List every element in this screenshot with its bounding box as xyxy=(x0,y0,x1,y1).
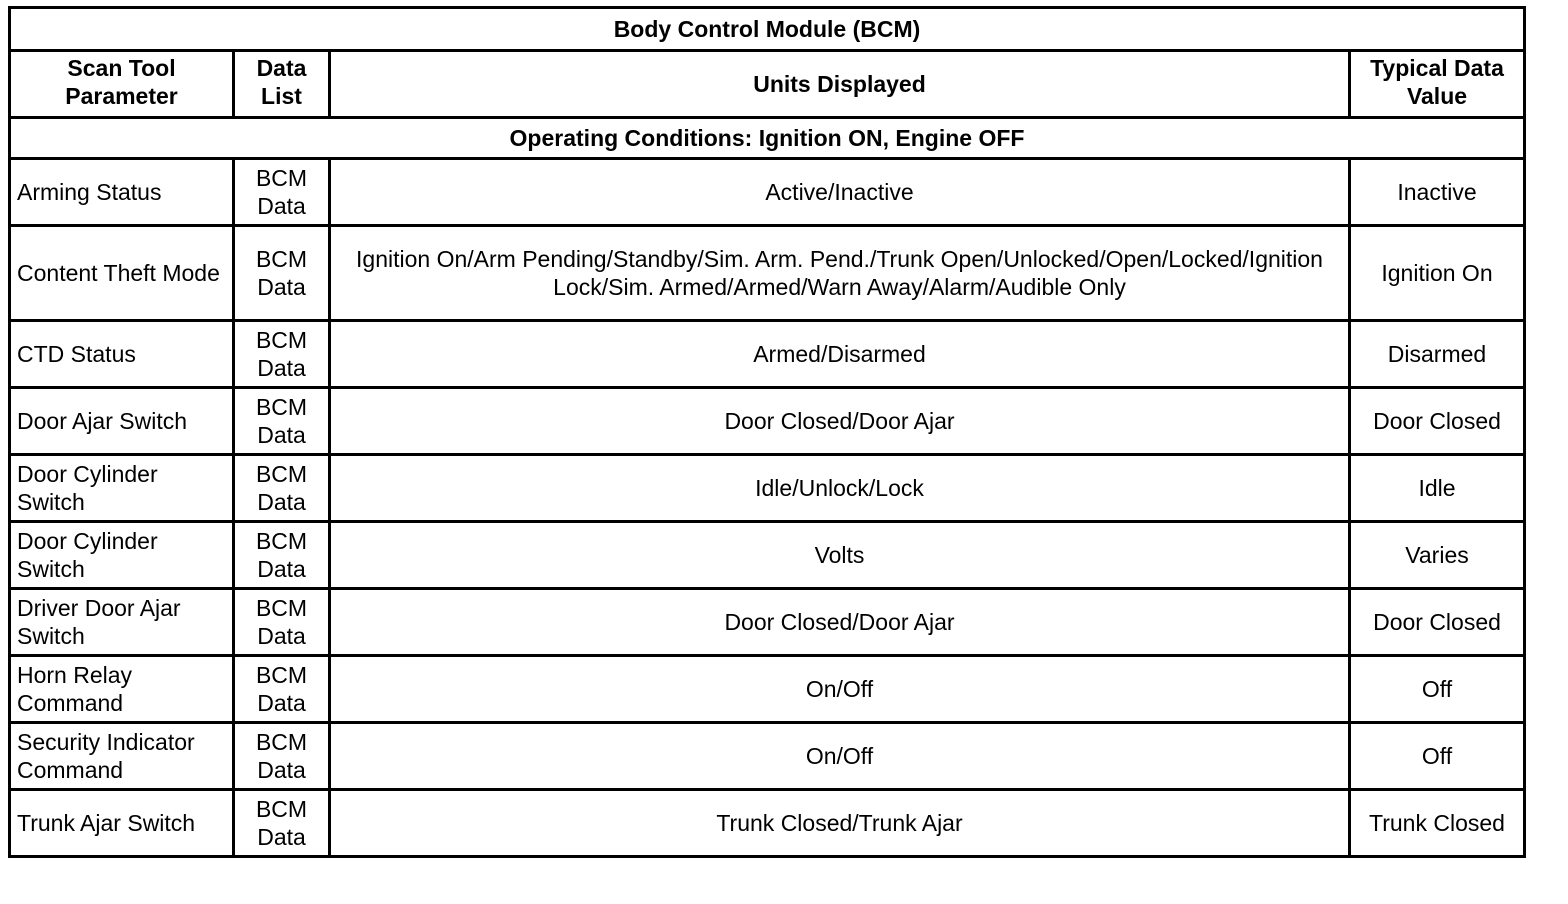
row-parameter: Trunk Ajar Switch xyxy=(10,790,234,857)
table-title-row xyxy=(10,8,1525,51)
row-parameter: Horn Relay Command xyxy=(10,656,234,723)
table-row xyxy=(10,790,1525,857)
table-row xyxy=(10,522,1525,589)
row-typical-value: Door Closed xyxy=(1350,388,1525,455)
row-data-list: BCM Data xyxy=(234,790,330,857)
table-row xyxy=(10,723,1525,790)
row-units: Armed/Disarmed xyxy=(330,321,1350,388)
table-title: Body Control Module (BCM) xyxy=(10,8,1525,51)
row-data-list: BCM Data xyxy=(234,159,330,226)
row-typical-value: Off xyxy=(1350,656,1525,723)
row-typical-value: Disarmed xyxy=(1350,321,1525,388)
table-row xyxy=(10,321,1525,388)
row-typical-value: Inactive xyxy=(1350,159,1525,226)
row-typical-value: Ignition On xyxy=(1350,226,1525,321)
row-parameter: Arming Status xyxy=(10,159,234,226)
row-typical-value: Door Closed xyxy=(1350,589,1525,656)
row-parameter: Content Theft Mode xyxy=(10,226,234,321)
header-data-list: Data List xyxy=(234,51,330,118)
row-data-list: BCM Data xyxy=(234,656,330,723)
row-parameter: Door Cylinder Switch xyxy=(10,522,234,589)
row-parameter: CTD Status xyxy=(10,321,234,388)
row-units: Door Closed/Door Ajar xyxy=(330,388,1350,455)
row-units: On/Off xyxy=(330,656,1350,723)
operating-conditions-row xyxy=(10,118,1525,159)
row-parameter: Door Cylinder Switch xyxy=(10,455,234,522)
row-units: Trunk Closed/Trunk Ajar xyxy=(330,790,1350,857)
table-row xyxy=(10,656,1525,723)
operating-conditions: Operating Conditions: Ignition ON, Engine OFF xyxy=(10,118,1525,159)
row-parameter: Door Ajar Switch xyxy=(10,388,234,455)
row-units: Volts xyxy=(330,522,1350,589)
row-units: On/Off xyxy=(330,723,1350,790)
row-typical-value: Trunk Closed xyxy=(1350,790,1525,857)
header-units-displayed: Units Displayed xyxy=(330,51,1350,118)
row-typical-value: Idle xyxy=(1350,455,1525,522)
row-data-list: BCM Data xyxy=(234,723,330,790)
row-data-list: BCM Data xyxy=(234,589,330,656)
table-row xyxy=(10,589,1525,656)
table-row xyxy=(10,159,1525,226)
row-data-list: BCM Data xyxy=(234,522,330,589)
row-data-list: BCM Data xyxy=(234,321,330,388)
table-row xyxy=(10,226,1525,321)
row-typical-value: Off xyxy=(1350,723,1525,790)
row-units: Ignition On/Arm Pending/Standby/Sim. Arm. Pend./Trunk Open/Unlocked/Open/Locked/Ignition Lock/Sim. Armed/Armed/Warn Away/Alarm/Audible Only xyxy=(330,226,1350,321)
table-row xyxy=(10,455,1525,522)
row-units: Active/Inactive xyxy=(330,159,1350,226)
header-row xyxy=(10,51,1525,118)
row-typical-value: Varies xyxy=(1350,522,1525,589)
header-typical-data-value: Typical Data Value xyxy=(1350,51,1525,118)
row-parameter: Security Indicator Command xyxy=(10,723,234,790)
row-units: Idle/Unlock/Lock xyxy=(330,455,1350,522)
row-data-list: BCM Data xyxy=(234,455,330,522)
row-parameter: Driver Door Ajar Switch xyxy=(10,589,234,656)
header-scan-tool-parameter: Scan Tool Parameter xyxy=(10,51,234,118)
table-row xyxy=(10,388,1525,455)
row-data-list: BCM Data xyxy=(234,226,330,321)
row-data-list: BCM Data xyxy=(234,388,330,455)
row-units: Door Closed/Door Ajar xyxy=(330,589,1350,656)
bcm-data-table xyxy=(8,6,1526,858)
